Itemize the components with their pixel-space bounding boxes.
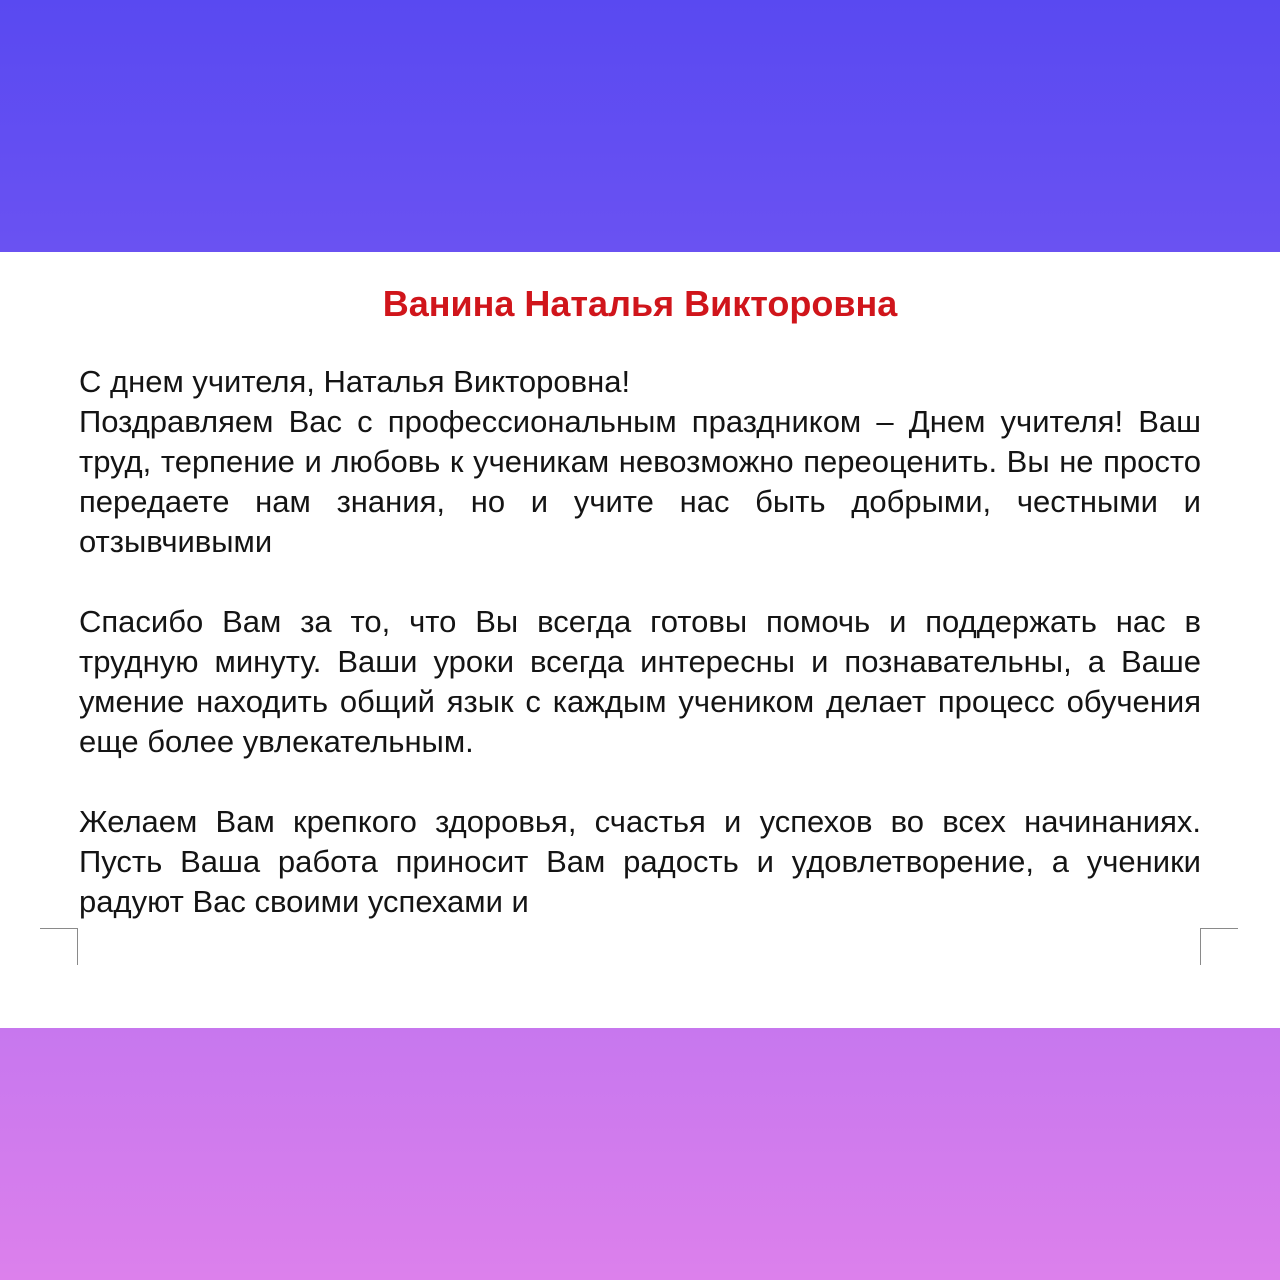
top-gradient-band [0,0,1280,252]
paragraph-wishes: Желаем Вам крепкого здоровья, счастья и успехов во всех начинаниях. Пусть Ваша работа приносит Вам радость и удовлетворение, а ученики радуют Вас своими успехами и [79,804,1201,919]
page-corner-mark-right [1200,928,1238,965]
bottom-gradient-band [0,1028,1280,1280]
document-body [79,362,1201,922]
page-corner-mark-left [40,928,78,965]
document-page [0,252,1280,1028]
paragraph-congratulations: Поздравляем Вас с профессиональным праздником – Днем учителя! Ваш труд, терпение и любовь к ученикам невозможно переоценить. Вы не просто передаете нам знания, но и учите нас быть добрыми, честными и отзывчивыми [79,404,1201,559]
paragraph-thanks: Спасибо Вам за то, что Вы всегда готовы помочь и поддержать нас в трудную минуту. Ваши уроки всегда интересны и познавательны, а Ваше умение находить общий язык с каждым учеником делает процесс обучения еще более увлекательным. [79,604,1201,759]
document-title: Ванина Наталья Викторовна [382,283,898,324]
greeting-line: С днем учителя, Наталья Викторовна! [79,364,631,399]
paragraph-spacer [79,762,1201,802]
paragraph-spacer [79,562,1201,602]
